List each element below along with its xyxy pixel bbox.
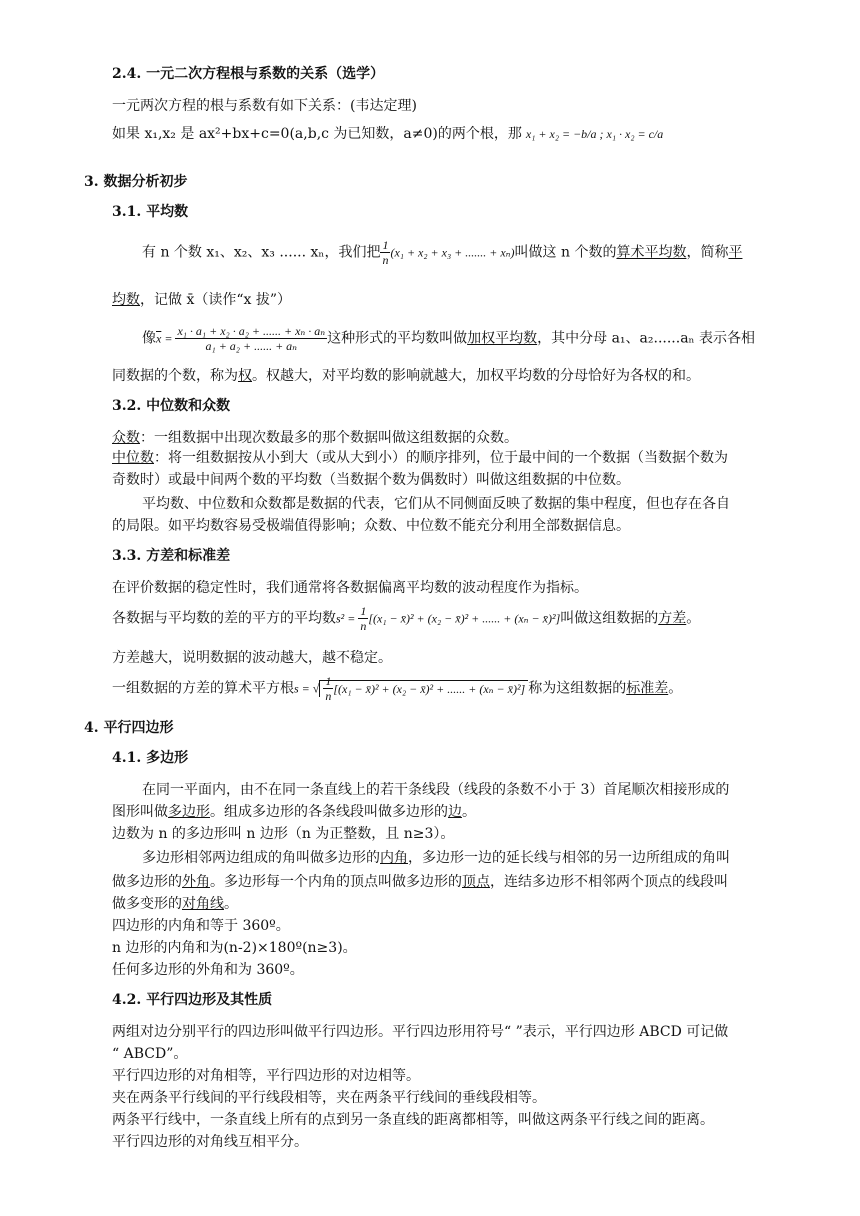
paragraph [112, 428, 518, 448]
paragraph [112, 894, 238, 914]
paragraph-text: 一组数据的方差的算术平方根 [112, 680, 294, 697]
fraction-one-over-n: $\frac{1}{n}$ [325, 674, 332, 703]
paragraph-text: 叫做这组数据的 [560, 610, 659, 627]
paragraph: 方差越大，说明数据的波动越大，越不稳定。 [112, 650, 392, 666]
term-exterior-angle: 外角 [182, 874, 210, 890]
sd-formula: [(x₁ − x̄)² + (x₂ − x̄)² + ...... + (xₙ − x̄)²] [333, 681, 526, 696]
paragraph: 四边形的内角和等于 360º。 [112, 918, 290, 934]
variance-symbol: s² = [336, 611, 359, 626]
paragraph: 平均数、中位数和众数都是数据的代表，它们从不同侧面反映了数据的集中程度，但也存在各自 [142, 496, 730, 512]
section-heading-4-2: 4.2. 平行四边形及其性质 [112, 992, 273, 1008]
paragraph-text: ，连结多边形不相邻两个顶点的线段叫 [490, 874, 728, 890]
paragraph [142, 238, 742, 267]
paragraph-text: ，其中分母 a₁、a₂......aₙ 表示各相 [537, 330, 756, 347]
term-weighted-mean: 加权平均数 [467, 330, 538, 347]
paragraph: 在同一平面内，由不在同一条直线上的若干条线段（线段的条数不小于 3）首尾顺次相接形成的 [142, 782, 730, 798]
paragraph-text: 像 [142, 330, 156, 347]
paragraph: 平行四边形的对角相等，平行四边形的对边相等。 [112, 1068, 420, 1084]
sqrt-radicand [319, 674, 528, 703]
paragraph-text: ：将一组数据按从小到大（或从大到小）的顺序排列，位于最中间的一个数据（当数据个数为 [154, 450, 728, 466]
paragraph [112, 872, 728, 892]
term-diagonal: 对角线 [182, 896, 224, 912]
sd-symbol: s = √ [294, 681, 320, 696]
fraction-one-over-n: $\frac{1}{n}$ [382, 238, 389, 267]
term-interior-angle: 内角 [380, 850, 408, 866]
paragraph [112, 366, 700, 386]
paragraph-text: ：一组数据中出现次数最多的那个数据叫做这组数据的众数。 [140, 430, 518, 446]
term-weight: 权 [238, 368, 252, 384]
x-bar-symbol: $\overline{x}$ = [156, 331, 176, 346]
paragraph [112, 448, 728, 468]
paragraph: 两条平行线中，一条直线上所有的点到另一条直线的距离都相等，叫做这两条平行线之间的距离。 [112, 1112, 714, 1128]
section-heading-3-1: 3.1. 平均数 [112, 204, 189, 220]
paragraph-text: ，记做 x̄（读作“x 拔”） [140, 292, 292, 308]
vieta-formula: x₁ + x₂ = −b/a ; x₁ · x₂ = c/a [525, 127, 664, 141]
term-arithmetic-mean: 算术平均数 [616, 244, 687, 261]
paragraph-text: 称为这组数据的 [528, 680, 627, 697]
term-median: 中位数 [112, 450, 154, 466]
paragraph [142, 324, 755, 353]
paragraph [112, 290, 291, 310]
section-heading-4: 4. 平行四边形 [84, 720, 174, 736]
paragraph: 一元两次方程的根与系数有如下关系：(韦达定理) [112, 98, 417, 114]
term-vertex: 顶点 [462, 874, 490, 890]
section-heading-2-4: 2.4. 一元二次方程根与系数的关系（选学） [112, 66, 385, 82]
paragraph: 奇数时）或最中间两个数的平均数（当数据个数为偶数时）叫做这组数据的中位数。 [112, 472, 630, 488]
variance-formula: [(x₁ − x̄)² + (x₂ − x̄)² + ...... + (xₙ − x̄)²] [368, 611, 561, 626]
paragraph: 边数为 n 的多边形叫 n 边形（n 为正整数，且 n≥3）。 [112, 826, 455, 842]
paragraph-text: 多边形相邻两边组成的角叫做多边形的 [142, 850, 380, 866]
section-heading-4-1: 4.1. 多边形 [112, 750, 189, 766]
paragraph: 的局限。如平均数容易受极端值得影响；众数、中位数不能充分利用全部数据信息。 [112, 518, 630, 534]
term-mean-part1: 平 [728, 244, 743, 261]
paragraph [142, 848, 730, 868]
term-side: 边 [448, 804, 462, 820]
paragraph-text: ，多边形一边的延长线与相邻的另一边所组成的角叫 [408, 850, 730, 866]
section-heading-3-2: 3.2. 中位数和众数 [112, 398, 231, 414]
term-mode: 众数 [112, 430, 140, 446]
paragraph-text: 。 [686, 610, 701, 627]
paragraph-text: 。多边形每一个内角的顶点叫做多边形的 [210, 874, 462, 890]
paragraph: 两组对边分别平行的四边形叫做平行四边形。平行四边形用符号“ ”表示，平行四边形 ABCD 可记做 [112, 1024, 729, 1040]
paragraph [112, 802, 476, 822]
paragraph-text: 。 [462, 804, 476, 820]
term-mean-part2: 均数 [112, 292, 140, 308]
paragraph-text: 。 [668, 680, 683, 697]
paragraph: 任何多边形的外角和为 360º。 [112, 962, 304, 978]
paragraph-text: 。 [224, 896, 238, 912]
paragraph [112, 124, 663, 144]
term-polygon: 多边形 [168, 804, 210, 820]
term-standard-deviation: 标准差 [626, 680, 669, 697]
paragraph: n 边形的内角和为(n-2)×180º(n≥3)。 [112, 940, 357, 956]
paragraph: 夹在两条平行线间的平行线段相等，夹在两条平行线间的垂线段相等。 [112, 1090, 546, 1106]
paragraph-text: 同数据的个数，称为 [112, 368, 238, 384]
paragraph-text: 做多变形的 [112, 896, 182, 912]
paragraph-text: 做多边形的 [112, 874, 182, 890]
fraction-one-over-n: $\frac{1}{n}$ [360, 604, 367, 633]
paragraph-text: ，简称 [686, 244, 729, 261]
paragraph [112, 674, 682, 703]
section-heading-3-3: 3.3. 方差和标准差 [112, 548, 231, 564]
paragraph-text: 叫做这 n 个数的 [514, 244, 617, 261]
paragraph-text: 。组成多边形的各条线段叫做多边形的 [210, 804, 448, 820]
term-variance: 方差 [658, 610, 687, 627]
paragraph-text: 图形叫做 [112, 804, 168, 820]
paragraph: 在评价数据的稳定性时，我们通常将各数据偏离平均数的波动程度作为指标。 [112, 580, 588, 596]
paragraph: 平行四边形的对角线互相平分。 [112, 1134, 308, 1150]
paragraph-text: 如果 x₁,x₂ 是 ax²+bx+c=0(a,b,c 为已知数，a≠0)的两个根，那 [112, 126, 522, 142]
weighted-mean-fraction: $\frac{\text{x₁ · a₁ + x₂ · a₂ + ...... + xₙ · aₙ}}{\text{a₁ + a₂ + ...... + aₙ}}$ [177, 324, 326, 353]
paragraph: “ ABCD”。 [112, 1046, 188, 1062]
paragraph-text: 各数据与平均数的差的平方的平均数 [112, 610, 336, 627]
paragraph [112, 604, 700, 633]
section-heading-3: 3. 数据分析初步 [84, 174, 188, 190]
paragraph-text: 。权越大，对平均数的影响就越大，加权平均数的分母恰好为各权的和。 [252, 368, 700, 384]
mean-formula: (x₁ + x₂ + x₃ + ....... + xₙ) [390, 245, 515, 260]
paragraph-text: 这种形式的平均数叫做 [327, 330, 468, 347]
paragraph-text: 有 n 个数 x₁、x₂、x₃ ...... xₙ，我们把 [142, 244, 381, 261]
